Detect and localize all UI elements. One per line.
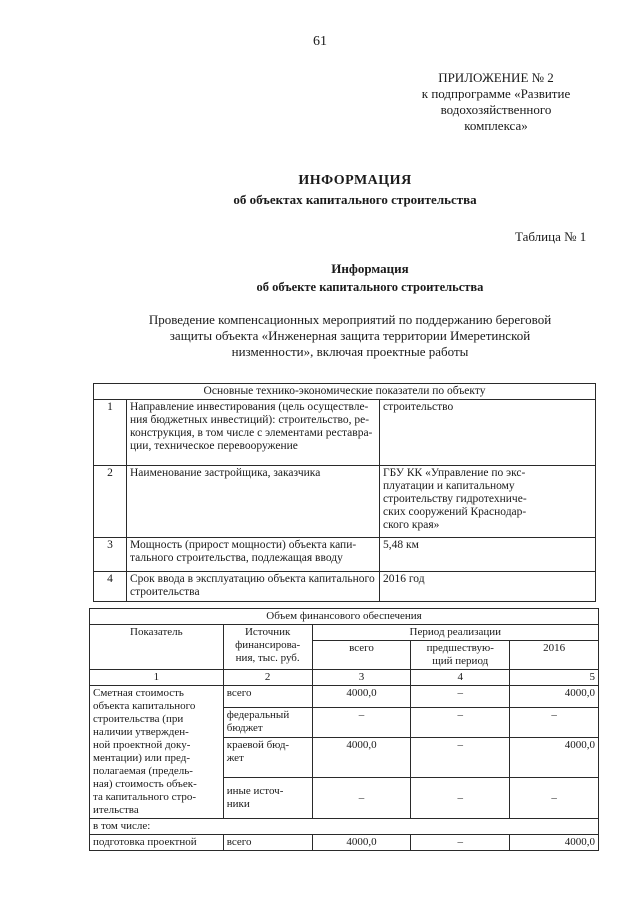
col-number: 1 [90,670,224,686]
source-federal [223,708,312,738]
appendix-line-4: комплекса» [464,118,528,133]
indicator-value [380,466,596,538]
source-line: ники [226,798,250,811]
source-line: краевой бюд- [226,739,290,752]
value-line: ского края» [383,519,440,531]
label-line: та капитального стро- [93,791,197,803]
label-line: ции, техническое перевооружение [130,440,298,452]
indicator-label [127,572,380,602]
table-row [94,538,596,572]
col-source [223,625,312,670]
col-previous [411,641,510,670]
table-row [90,686,599,708]
col-indicator: Показатель [90,625,224,670]
header-line: щий период [432,655,489,667]
value-line: плуатации и капитальному [383,480,515,492]
source-total: всего [223,835,312,851]
label-line: ментации) или пред- [93,752,191,764]
label-line: наличии утвержден- [93,726,189,738]
col-total: всего [312,641,411,670]
value-year: 4000,0 [510,835,599,851]
indicator-label [127,538,380,572]
value-total: – [312,778,411,819]
label-line: ная) стоимость объек- [93,778,197,790]
value-previous: – [411,835,510,851]
col-period: Период реализации [312,625,598,641]
header-line: ния, тыс. руб. [235,652,300,664]
table-row [94,400,596,466]
table-row [90,835,599,851]
source-line: бюджет [226,722,263,735]
row-number: 3 [94,538,127,572]
indicator-label: Наименование застройщика, заказчика [127,466,380,538]
value-previous: – [411,708,510,738]
info-title: Информация [331,261,409,276]
label-line: строительства (при [93,713,184,725]
appendix-line-3: водохозяйственного [440,102,552,117]
header-line: финансирова- [235,639,301,651]
label-line: конструкция, в том числе с элементами реставра- [130,427,373,439]
appendix-header [396,70,596,134]
value-total: 4000,0 [312,738,411,778]
col-number: 2 [223,670,312,686]
table-label: Таблица № 1 [515,229,587,244]
col-number: 5 [510,670,599,686]
row-number: 2 [94,466,127,538]
value-line: ских сооружений Краснодар- [383,506,527,518]
value-line: строительству гидротехниче- [383,493,527,505]
header-line: Источник [244,626,291,638]
value-line: ГБУ КК «Управление по экс- [383,467,526,479]
indicator-label [127,400,380,466]
financing-table [89,608,599,851]
label-line: полагаемая (предель- [93,765,193,777]
project-name [110,312,590,360]
row-number: 1 [94,400,127,466]
source-other [223,778,312,819]
table-row [90,819,599,835]
source-regional [223,738,312,778]
page-number: 61 [313,34,327,49]
value-year: – [510,708,599,738]
indicator-value: строительство [380,400,596,466]
indicators-header: Основные технико-экономические показатели по объекту [94,384,596,400]
source-total: всего [223,686,312,708]
indicators-table [93,383,596,602]
col-number: 4 [411,670,510,686]
appendix-line-1: ПРИЛОЖЕНИЕ № 2 [438,70,554,85]
label-line: тального строительства, подлежащая вводу [130,552,343,564]
value-previous: – [411,686,510,708]
label-line: ния бюджетных инвестиций): строительство, ре- [130,414,370,426]
project-line-2: защиты объекта «Инженерная защита территории Имеретинской [169,328,531,343]
label-line: Направление инвестирования (цель осуществле- [130,401,369,413]
indicator-value: 2016 год [380,572,596,602]
source-line: жет [226,752,244,765]
project-line-3: низменности», включая проектные работы [231,344,469,359]
including-label: в том числе: [90,819,599,835]
label-line: Сметная стоимость [93,687,184,699]
table-row [94,384,596,400]
value-year: – [510,778,599,819]
table-row [94,572,596,602]
financing-header: Объем финансового обеспечения [90,609,599,625]
header-line: предшествую- [426,642,494,654]
label-line: Срок ввода в эксплуатацию объекта капитального [130,573,375,585]
label-line: строительства [130,586,200,598]
value-previous: – [411,778,510,819]
table-row [94,466,596,538]
row-number: 4 [94,572,127,602]
value-total: 4000,0 [312,835,411,851]
value-year: 4000,0 [510,686,599,708]
table-row [90,625,599,641]
label-line: Мощность (прирост мощности) объекта капи- [130,539,357,551]
estimate-cost-label [90,686,224,819]
value-total: 4000,0 [312,686,411,708]
info-subtitle: об объекте капитального строительства [256,280,484,294]
label-line: ительства [93,804,139,816]
label-line: объекта капитального [93,700,196,712]
value-previous: – [411,738,510,778]
col-number: 3 [312,670,411,686]
project-line-1: Проведение компенсационных мероприятий по поддержанию береговой [148,312,552,327]
design-prep-label: подготовка проектной [90,835,224,851]
source-line: иные источ- [226,785,284,798]
table-row [90,609,599,625]
document-title: ИНФОРМАЦИЯ [298,173,412,188]
source-line: федеральный [226,709,290,722]
indicator-value: 5,48 км [380,538,596,572]
table-row [90,670,599,686]
value-year: 4000,0 [510,738,599,778]
value-total: – [312,708,411,738]
document-subtitle: об объектах капитального строительства [233,192,477,207]
label-line: ной проектной доку- [93,739,191,751]
col-year: 2016 [510,641,599,670]
appendix-line-2: к подпрограмме «Развитие [421,86,571,101]
